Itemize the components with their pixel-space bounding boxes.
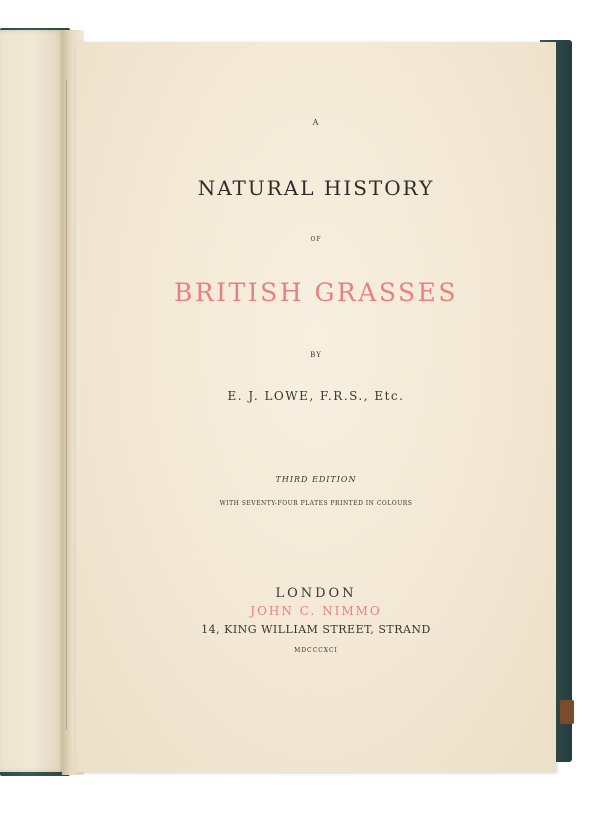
- edition-label: THIRD EDITION: [275, 475, 357, 484]
- title-of: OF: [310, 236, 322, 243]
- title-article: A: [312, 118, 320, 127]
- gutter-fold-line: [66, 80, 67, 730]
- publication-city: LONDON: [275, 586, 357, 601]
- cover-corner-wear: [560, 700, 574, 724]
- publisher-name: JOHN C. NIMMO: [250, 604, 382, 618]
- flyleaf-page: [0, 30, 66, 772]
- publication-year: MDCCCXCI: [294, 647, 338, 654]
- publisher-address: 14, KING WILLIAM STREET, STRAND: [201, 623, 431, 636]
- title-page: [76, 42, 556, 772]
- plates-note: WITH SEVENTY-FOUR PLATES PRINTED IN COLOURS: [219, 500, 413, 507]
- title-line-natural-history: NATURAL HISTORY: [197, 176, 435, 200]
- author-name: E. J. LOWE, F.R.S., Etc.: [227, 389, 405, 403]
- title-by: BY: [310, 351, 322, 359]
- title-line-british-grasses: BRITISH GRASSES: [173, 278, 459, 307]
